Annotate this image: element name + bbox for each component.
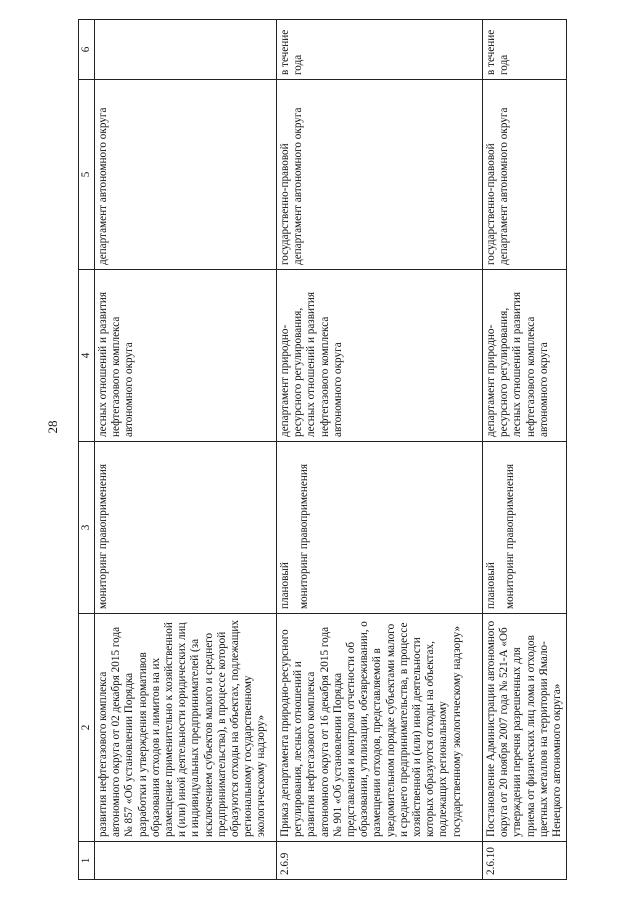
plan-table [78, 19, 567, 880]
monitoring-type: мониторинг правоприменения [97, 464, 109, 609]
co-executor-cell: государственно-правовой департамент автономного округа [277, 80, 483, 270]
monitoring-type: плановый [485, 562, 497, 609]
row-number [95, 842, 277, 880]
monitoring-kind: мониторинг правоприменения [298, 464, 311, 609]
document-cell: Приказ департамента природно-ресурсного регулирования, лесных отношений и развития нефтегазового комплекса автономного округа от 16 декабря 2015 года № 901 «Об установлении Порядка представления и контроля отчетности об образовании, утилизации, обезвреживании, о размещении отходов, представляемой в уведомительном порядке субъектами малого и среднего предпринимательства, в процессе хозяйственной и (или) иной деятельности которых образуются отходы на объектах, подлежащих региональному государственному экологическому надзору» [277, 614, 483, 842]
column-header: 5 [79, 80, 95, 270]
row-number: 2.6.10 [483, 842, 567, 880]
document-cell: Постановление Администрации автономного округа от 20 ноября 2007 года № 521-А «Об утверждении перечня разрешенных для приема от физических лиц лома и отходов цветных металлов на территории Ямало-Ненецкого автономного округа» [483, 614, 567, 842]
column-header: 2 [79, 614, 95, 842]
co-executor-cell: государственно-правовой департамент автономного округа [483, 80, 567, 270]
responsible-cell: департамент природно-ресурсного регулирования, лесных отношений и развития нефтегазового комплекса автономного округа [277, 270, 483, 442]
responsible-cell: департамент природно-ресурсного регулирования, лесных отношений и развития нефтегазового комплекса автономного округа [483, 270, 567, 442]
monitoring-type-cell [277, 442, 483, 614]
deadline-cell: в течение года [277, 20, 483, 80]
column-header: 6 [79, 20, 95, 80]
column-header: 3 [79, 442, 95, 614]
responsible-cell: лесных отношений и развития нефтегазового комплекса автономного округа [95, 270, 277, 442]
row-number: 2.6.9 [277, 842, 483, 880]
column-header: 1 [79, 842, 95, 880]
deadline-cell: в течение года [483, 20, 567, 80]
table-row [277, 20, 483, 880]
table-row [95, 20, 277, 880]
document-cell: развития нефтегазового комплекса автономного округа от 02 декабря 2015 года № 857 «Об установлении Порядка разработки и утверждения нормативов образования отходов и лимитов на их размещение применительно к хозяйственной и (или) иной деятельности юридических лиц и индивидуальных предпринимателей (за исключением субъектов малого и среднего предпринимательства), в процессе которой образуются отходы на объектах, подлежащих региональному государственному экологическому надзору» [95, 614, 277, 842]
monitoring-type-cell [483, 442, 567, 614]
monitoring-type-cell [95, 442, 277, 614]
page-number: 28 [45, 420, 60, 434]
rotated-table-wrapper [78, 20, 564, 880]
table-row [483, 20, 567, 880]
deadline-cell [95, 20, 277, 80]
monitoring-kind: мониторинг правоприменения [504, 464, 517, 609]
co-executor-cell: департамент автономного округа [95, 80, 277, 270]
monitoring-type: плановый [279, 562, 291, 609]
header-row [79, 20, 95, 880]
column-header: 4 [79, 270, 95, 442]
